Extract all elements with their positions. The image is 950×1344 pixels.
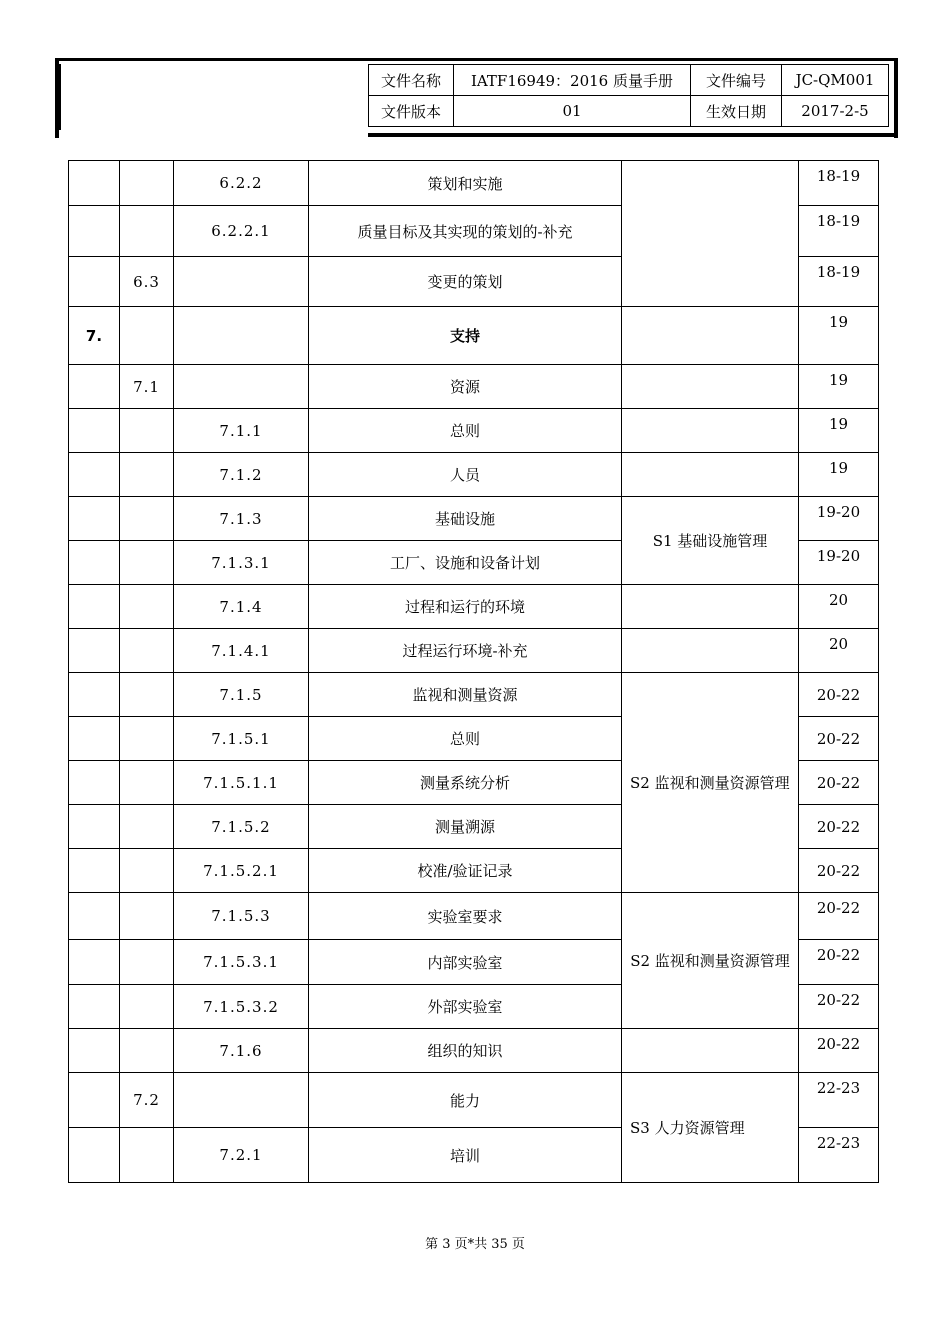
table-row xyxy=(69,497,879,541)
level2-cell xyxy=(120,1029,174,1073)
page-range: 19 xyxy=(799,307,879,365)
clause-number: 7.1.5.3.2 xyxy=(174,985,309,1029)
clause-title: 实验室要求 xyxy=(309,893,622,940)
page-footer: 第 3 页*共 35 页 xyxy=(425,1237,525,1252)
clause-title: 监视和测量资源 xyxy=(309,673,622,717)
clause-number xyxy=(174,257,309,307)
header-bottom-rule xyxy=(368,133,898,137)
level1-cell xyxy=(69,497,120,541)
section-number: 7.2 xyxy=(120,1073,174,1128)
clause-title: 测量系统分析 xyxy=(309,761,622,805)
doc-version-label: 文件版本 xyxy=(369,96,454,127)
level2-cell xyxy=(120,541,174,585)
page-range: 20-22 xyxy=(799,893,879,940)
level1-cell xyxy=(69,629,120,673)
page-range: 20-22 xyxy=(799,761,879,805)
clause-number xyxy=(174,365,309,409)
level1-cell xyxy=(69,161,120,206)
clause-number: 7.1.5.3.1 xyxy=(174,940,309,985)
clause-number: 7.1.4 xyxy=(174,585,309,629)
header-frame-inner-line xyxy=(59,64,61,130)
clause-number: 7.2.1 xyxy=(174,1128,309,1183)
section-number: 6.3 xyxy=(120,257,174,307)
procedure-s2: S2 监视和测量资源管理 xyxy=(622,673,799,893)
clause-title: 过程运行环境-补充 xyxy=(309,629,622,673)
level1-cell xyxy=(69,761,120,805)
page-range: 22-23 xyxy=(799,1128,879,1183)
table-row xyxy=(69,629,879,673)
clause-title: 总则 xyxy=(309,409,622,453)
level2-cell xyxy=(120,161,174,206)
table-row xyxy=(69,1073,879,1128)
document-info-table xyxy=(368,64,889,127)
clause-title: 总则 xyxy=(309,717,622,761)
level1-cell xyxy=(69,409,120,453)
level2-cell xyxy=(120,1128,174,1183)
level1-cell xyxy=(69,453,120,497)
level1-cell xyxy=(69,673,120,717)
level2-cell xyxy=(120,940,174,985)
level1-cell xyxy=(69,257,120,307)
clause-number: 7.1.5.1 xyxy=(174,717,309,761)
table-row xyxy=(69,307,879,365)
page-range: 22-23 xyxy=(799,1073,879,1128)
page-range: 20-22 xyxy=(799,940,879,985)
clause-title: 过程和运行的环境 xyxy=(309,585,622,629)
table-row xyxy=(69,1029,879,1073)
procedure-cell-empty xyxy=(622,585,799,629)
table-row xyxy=(69,893,879,940)
procedure-cell-empty xyxy=(622,161,799,307)
table-row xyxy=(69,161,879,206)
page-range: 20 xyxy=(799,629,879,673)
level1-cell xyxy=(69,1073,120,1128)
level1-cell xyxy=(69,1029,120,1073)
level2-cell xyxy=(120,629,174,673)
level2-cell xyxy=(120,673,174,717)
level2-cell xyxy=(120,206,174,257)
procedure-cell-empty xyxy=(622,409,799,453)
page-range: 18-19 xyxy=(799,206,879,257)
clause-number: 7.1.4.1 xyxy=(174,629,309,673)
level2-cell xyxy=(120,849,174,893)
procedure-cell-empty xyxy=(622,1029,799,1073)
level1-cell xyxy=(69,893,120,940)
level1-cell xyxy=(69,717,120,761)
clause-title: 校准/验证记录 xyxy=(309,849,622,893)
procedure-s3: S3 人力资源管理 xyxy=(622,1073,799,1183)
clause-title: 工厂、设施和设备计划 xyxy=(309,541,622,585)
level1-cell xyxy=(69,541,120,585)
level2-cell xyxy=(120,585,174,629)
level1-cell xyxy=(69,985,120,1029)
clause-number xyxy=(174,1073,309,1128)
level2-cell xyxy=(120,805,174,849)
level1-cell xyxy=(69,849,120,893)
clause-number: 7.1.3.1 xyxy=(174,541,309,585)
clause-title: 内部实验室 xyxy=(309,940,622,985)
level2-cell xyxy=(120,453,174,497)
table-row xyxy=(69,585,879,629)
clause-title: 外部实验室 xyxy=(309,985,622,1029)
clause-number: 7.1.3 xyxy=(174,497,309,541)
clause-number: 7.1.5.3 xyxy=(174,893,309,940)
page-range: 20 xyxy=(799,585,879,629)
page-range: 20-22 xyxy=(799,849,879,893)
clause-title: 培训 xyxy=(309,1128,622,1183)
table-row xyxy=(69,673,879,717)
page-range: 19 xyxy=(799,365,879,409)
clause-title: 人员 xyxy=(309,453,622,497)
doc-name-value: IATF16949：2016 质量手册 xyxy=(454,65,691,96)
procedure-cell-empty xyxy=(622,307,799,365)
doc-version-value: 01 xyxy=(454,96,691,127)
clause-title: 能力 xyxy=(309,1073,622,1128)
page-range: 18-19 xyxy=(799,161,879,206)
level2-cell xyxy=(120,409,174,453)
page-range: 19-20 xyxy=(799,497,879,541)
page-range: 20-22 xyxy=(799,805,879,849)
procedure-cell-empty xyxy=(622,629,799,673)
clause-title: 策划和实施 xyxy=(309,161,622,206)
clause-title: 变更的策划 xyxy=(309,257,622,307)
page-range: 20-22 xyxy=(799,673,879,717)
clause-number: 7.1.5 xyxy=(174,673,309,717)
clause-number: 6.2.2 xyxy=(174,161,309,206)
procedure-s2-repeat: S2 监视和测量资源管理 xyxy=(622,893,799,1029)
procedure-cell-empty xyxy=(622,453,799,497)
chapter-title: 支持 xyxy=(309,307,622,365)
chapter-number: 7. xyxy=(69,307,120,365)
level1-cell xyxy=(69,585,120,629)
page-range: 19 xyxy=(799,453,879,497)
section-number: 7.1 xyxy=(120,365,174,409)
procedure-s1: S1 基础设施管理 xyxy=(622,497,799,585)
clause-title: 组织的知识 xyxy=(309,1029,622,1073)
effective-date-value: 2017-2-5 xyxy=(782,96,889,127)
page-range: 19-20 xyxy=(799,541,879,585)
table-row xyxy=(69,365,879,409)
doc-number-value: JC-QM001 xyxy=(782,65,889,96)
level2-cell xyxy=(120,497,174,541)
level1-cell xyxy=(69,365,120,409)
level1-cell xyxy=(69,940,120,985)
level2-cell xyxy=(120,307,174,365)
clause-number: 7.1.6 xyxy=(174,1029,309,1073)
page-range: 20-22 xyxy=(799,717,879,761)
clause-title: 资源 xyxy=(309,365,622,409)
doc-number-label: 文件编号 xyxy=(691,65,782,96)
table-row xyxy=(69,409,879,453)
clause-number: 6.2.2.1 xyxy=(174,206,309,257)
page-range: 18-19 xyxy=(799,257,879,307)
level1-cell xyxy=(69,1128,120,1183)
clause-number: 7.1.5.2.1 xyxy=(174,849,309,893)
clause-number: 7.1.5.2 xyxy=(174,805,309,849)
clause-number: 7.1.2 xyxy=(174,453,309,497)
clause-title: 测量溯源 xyxy=(309,805,622,849)
clause-title: 基础设施 xyxy=(309,497,622,541)
page-range: 19 xyxy=(799,409,879,453)
doc-name-label: 文件名称 xyxy=(369,65,454,96)
level1-cell xyxy=(69,206,120,257)
level1-cell xyxy=(69,805,120,849)
clause-number: 7.1.1 xyxy=(174,409,309,453)
level2-cell xyxy=(120,985,174,1029)
effective-date-label: 生效日期 xyxy=(691,96,782,127)
page-range: 20-22 xyxy=(799,985,879,1029)
level2-cell xyxy=(120,761,174,805)
clause-number xyxy=(174,307,309,365)
level2-cell xyxy=(120,717,174,761)
clause-number: 7.1.5.1.1 xyxy=(174,761,309,805)
contents-table xyxy=(68,160,879,1183)
clause-title: 质量目标及其实现的策划的-补充 xyxy=(309,206,622,257)
level2-cell xyxy=(120,893,174,940)
page-range: 20-22 xyxy=(799,1029,879,1073)
procedure-cell-empty xyxy=(622,365,799,409)
table-row xyxy=(69,453,879,497)
